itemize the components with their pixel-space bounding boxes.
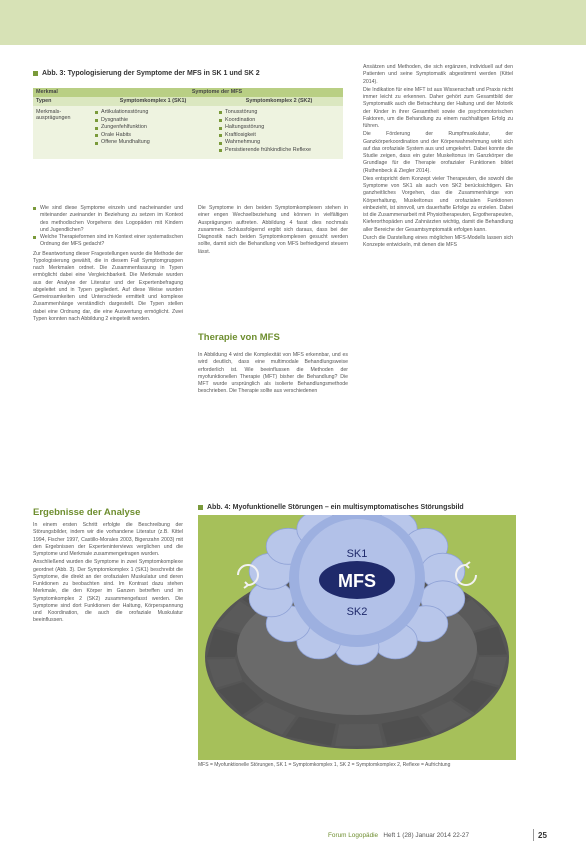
table-body-row [33, 106, 343, 159]
typology-table [33, 88, 343, 159]
sk2-item: Persistierende frühkindliche Reflexe [218, 147, 340, 155]
middle-column-top [198, 205, 348, 317]
results-paragraph-1: In einem ersten Schritt erfolgte die Beschreibung der Störungsbilder, indem wir die vorhandene Literatur (z.B. Kittel 1994, Fischer 1997, Castillo-Morales 2003, Bigenzahn 2003) mit den Ergebnissen der Experteninterviews verglichen und die Symptome und Merkmale zusammengetragen wurden. [33, 522, 183, 557]
table-header-row-2 [33, 97, 343, 106]
caption-square-icon [198, 505, 203, 510]
header-sk2: Symptomkomplex 2 (SK2) [215, 97, 343, 106]
sk2-item: Kraftlosigkeit [218, 132, 340, 140]
figure-caption-text: Abb. 4: Myofunktionelle Störungen – ein multisymptomatisches Störungsbild [207, 504, 464, 511]
page-footer [328, 832, 469, 839]
sk2-item: Koordination [218, 117, 340, 125]
middle-paragraph-1: Die Symptome in den beiden Symptomkomplexen stehen in einer engen Wechselbeziehung und können in vielfältigen Ausprägungen auftreten. Abbildung 4 fasst dies nochmals zusammen. Schlussfolgernd ergibt sich daraus, dass bei der Diagnostik nach beiden Symptomkomplexen gesucht werden sollte, damit sich die Behandlung von MFS befriedigend steuern lässt. [198, 205, 348, 255]
sk2-cell [215, 106, 343, 159]
right-paragraph-1: Ansätzen und Methoden, die sich ergänzen, individuell auf den Patienten und seine Symptomatik abgestimmt werden (Kittel 2014). [363, 64, 513, 85]
header-typen: Typen [33, 97, 91, 106]
header-sk1: Symptomkomplex 1 (SK1) [91, 97, 215, 106]
top-color-band [0, 0, 586, 45]
sk1-item: Dysgnathie [94, 117, 212, 125]
journal-name: Forum Logopädie [328, 832, 379, 839]
header-merkmal: Merkmal [33, 88, 91, 97]
table-header-row-1 [33, 88, 343, 97]
figure-caption [198, 504, 464, 511]
left-column [33, 205, 183, 495]
question-item: Wie sind diese Symptome einzeln und nacheinander und miteinander zueinander in Beziehung zu setzen im Kontext des methodischen Vorgehens des Logopäden mit Kindern und Jugendlichen? [33, 205, 183, 234]
results-heading: Ergebnisse der Analyse [33, 507, 141, 518]
sk2-item: Wahrnehmung [218, 139, 340, 147]
right-paragraph-4: Dies entspricht dem Konzept vieler Therapeuten, die sowohl die Symptome von SK1 als auch von SK2 berücksichtigen. Ein ganzheitliches Vorgehen, das die Zusammenhänge von Körperhaltung, Muskeltonus und orofazialen Funktionen einbezieht, ist sinnvoll, um dauerhafte Erfolge zu erzielen. Dabei ist die Zusammenarbeit mit Physiotherapeuten, Ergotherapeuten, Kieferorthopäden und Zahnärzten wichtig, damit die Behandlung aller Bereiche der Gesamtsymptomatik erfolgen kann. [363, 175, 513, 233]
header-symptome: Symptome der MFS [91, 88, 343, 97]
sk1-cell [91, 106, 215, 159]
sk1-item: Zungenfehlfunktion [94, 124, 212, 132]
middle-paragraph-2: In Abbildung 4 wird die Komplexität von MFS erkennbar, und es wird deutlich, dass eine multimodale Behandlungsweise erforderlich ist. Wie beeinflussen die Methoden der myofunktionellen Therapie (MFT) bisher die Behandlung? Die MFT wurde ursprünglich als isolierte Behandlungsmethode beschrieben. Die Therapie sollte aus verschiedenen [198, 352, 348, 395]
table-caption-text: Abb. 3: Typologisierung der Symptome der MFS in SK 1 und SK 2 [42, 70, 260, 77]
sk1-item: Artikulationsstörung [94, 109, 212, 117]
sk2-label: SK2 [346, 606, 368, 618]
method-paragraph: Zur Beantwortung dieser Fragestellungen wurde die Methode der Typologisierung gewählt, die in diesem Fall Symptomgruppen nach Merkmalen ordnet. Die Zusammenfassung in Typen ermöglicht dabei eine Vergleichbarkeit. Die Merkmale wurden aus der Analyse der Literatur und der Expertenbefragung abgeleitet und in Typen gegliedert. Auf diese Weise wurden Gemeinsamkeiten und Unterschiede ermittelt und komplexe Zusammenhänge verständlich dargestellt. Die Typen stellen dabei eine Ordnung dar, die eine Auswertung ermöglicht. Zwei Typen konnten nach Abbildung 2 eingeteilt werden. [33, 250, 183, 322]
middle-column-bottom [198, 352, 348, 492]
table-caption [33, 70, 260, 77]
footer-separator [533, 829, 534, 841]
sk2-item: Tonusstörung [218, 109, 340, 117]
right-paragraph-5: Durch die Darstellung eines möglichen MFS-Modells lassen sich Konzepte entwickeln, mit denen die MFS [363, 234, 513, 248]
results-paragraph-2: Anschließend wurden die Symptome in zwei Symptomkomplexe geordnet (Abb. 3). Der Symptomkomplex 1 (SK1) beschreibt die Symptome, die direkt an der orofazialen Muskulatur und deren Funktionen zu beobachten sind. Im Kontrast dazu stehen Merkmale, die den Körper im Ganzen betreffen und im Symptomkomplex 2 (SK2) zusammengefasst werden. Die Symptome sind dort Funktionen der Haltung, Körperspannung und Koordination, die auch die orofaziale Muskulatur beeinflussen. [33, 559, 183, 624]
figure-legend: MFS = Myofunktionelle Störungen, SK 1 = Symptomkomplex 1, SK 2 = Symptomkomplex 2, Reflexe = Aufrichtung [198, 762, 451, 768]
mfs-label: MFS [338, 571, 376, 591]
results-column [33, 522, 183, 740]
question-list [33, 205, 183, 249]
row-label: Merkmals-ausprägungen [33, 106, 91, 159]
sk1-item: Orale Habits [94, 132, 212, 140]
sk1-label: SK1 [346, 548, 368, 560]
mfs-diagram [198, 515, 516, 760]
sk1-item: Offene Mundhaltung [94, 139, 212, 147]
issue-info: Heft 1 (28) Januar 2014 22-27 [383, 832, 470, 839]
therapy-heading: Therapie von MFS [198, 332, 280, 343]
caption-square-icon [33, 71, 38, 76]
question-item: Welche Therapieformen sind im Kontext einer systematischen Ordnung der MFS gedacht? [33, 234, 183, 249]
page-number: 25 [538, 831, 547, 840]
outer-segment [335, 724, 383, 746]
sk2-item: Haltungsstörung [218, 124, 340, 132]
right-paragraph-2: Die Indikation für eine MFT ist aus Wissenschaft und Praxis nicht immer leicht zu erkennen. Daher gehört zum Gesamtbild der Symptomatik auch die Betrachtung der Haltung und der Motorik der Kinder in ihrer Gesamtheit sowie die psychomotorischen Faktoren, um die Behandlung zu einem nachhaltigen Erfolg zu führen. [363, 86, 513, 129]
right-column [363, 64, 513, 496]
right-paragraph-3: Die Förderung der Rumpfmuskulatur, der Ganzkörperkoordination und der Körperwahrnehmung wirkt sich auf das orofaziale System aus und umgekehrt. Dabei konnte die Studie zeigen, dass ein guter Muskeltonus im Ganzkörper die Grundlage für die Therapie orofazialer Funktionen bildet (Ruthenbeck & Ziegler 2014). [363, 131, 513, 174]
